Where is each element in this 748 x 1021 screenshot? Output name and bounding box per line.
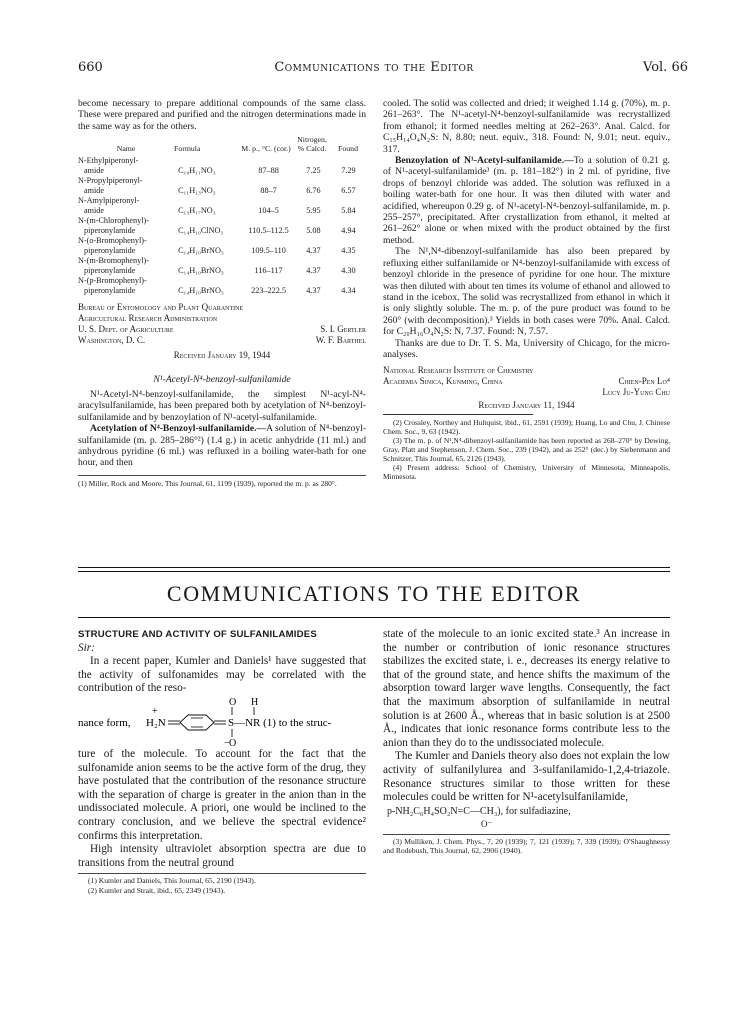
found-cell: 4.94 [341, 226, 356, 236]
formula-cell: C₁₀H₁₁NO₃ [178, 166, 216, 176]
section-rule-bottom [78, 617, 670, 618]
compound-name-part2: amide [84, 186, 105, 196]
struct-top-h: H [251, 696, 259, 708]
formula-cell: C₁₄H₁₀BrNO₃ [178, 266, 224, 276]
calcd-cell: 4.37 [306, 246, 321, 256]
footnote-miller: (1) Miller, Rock and Moore, This Journal, 61, 1199 (1939), reported the m. p. as 280°. [78, 475, 366, 488]
formula-cell: C₁₁H₁₃NO₃ [178, 186, 216, 196]
th-mp: M. p., °C. (cor.) [241, 144, 291, 154]
page-number: 660 [78, 60, 103, 75]
formula-cell: C₁₄H₁₀BrNO₃ [178, 286, 224, 296]
gertler-affiliation [78, 302, 366, 346]
volume-label: Vol. 66 [643, 60, 688, 75]
calcd-cell: 4.37 [306, 266, 321, 276]
affil-line-1: Bureau of Entomology and Plant Quarantine [78, 302, 244, 313]
sulf-r2 [383, 155, 670, 246]
affil-academia: Academia Sinica, Kunming, China [383, 376, 503, 387]
compound-name-part1: N-(m-Chlorophenyl)- [78, 216, 149, 226]
compound-name-part2: amide [84, 166, 105, 176]
main-footnotes-left [78, 873, 366, 895]
sulf-footnotes [383, 418, 670, 481]
found-cell: 7.29 [341, 166, 356, 176]
calcd-cell: 5.95 [306, 206, 321, 216]
affil-nri: National Research Institute of Chemistry [383, 365, 534, 376]
table-row [78, 276, 366, 286]
calcd-cell: 5.08 [306, 226, 321, 236]
table-row [78, 206, 366, 216]
author-chu: Lucy Ju-Yung Chu [602, 387, 670, 398]
compound-name-part2: piperonylamide [84, 246, 136, 256]
main-r1: state of the molecule to an ionic excited state.³ An increase in the number or contribution of ionic resonance structures stabilizes the excited state, i. e., decreases its energy relative to that of the ground state, and hence shifts the maximum of the absorption toward larger wave lengths. Consequently, the fact that the maximum absorption of sulfanilamide in neutral solution is at 2600 Å., whereas that in basic solution is at 2500 Å., indicates that ionic resonance forms contribute less to the anion than they do to the undissociated molecule. [383, 628, 670, 749]
sulf-p1: N¹-Acetyl-N⁴-benzoyl-sulfanilamide, the simplest N¹-acyl-N⁴-aracylsulfanilamide, has been prepared both by acetylation of N⁴-benzoyl-sulfanilamide and by benzoylation of N¹-acetyl-sulfanilamide. [78, 389, 366, 423]
table-row [78, 156, 366, 166]
footnote-kumler-strait: (2) Kumler and Strait, ibid., 65, 2349 (1943). [88, 885, 226, 895]
sulf-r3: The N¹,N⁴-dibenzoyl-sulfanilamide has also been prepared by refluxing either sulfanilamide or N⁴-benzoyl-sulfanilamide with excess of benzoyl chloride in the presence of pyridine for one hour. The mixture was then diluted with about ten times its volume of ethanol and allowed to stand in the icebox. The solid was recrystallized from ethanol in which it is only slightly soluble. The m. p. of the pure product was found to be 260° (with decomposition).³ Yields in both cases were 70%. Anal. Calcd. for C₂₀H₁₆O₄N₂S: N, 7.37. Found: N, 7.57. [383, 246, 670, 338]
mp-cell: 87–88 [258, 166, 279, 176]
table-row [78, 196, 366, 206]
nitrogen-table [78, 135, 366, 153]
table-row [78, 176, 366, 186]
affil-line-4 [78, 335, 366, 346]
compound-name-part2: piperonylamide [84, 286, 136, 296]
affil-city: Washington, D. C. [78, 335, 146, 346]
article-title: STRUCTURE AND ACTIVITY OF SULFANILAMIDES [78, 629, 317, 640]
sulf-p2-heading: Acetylation of N⁴-Benzoyl-sulfanilamide.— [90, 423, 267, 435]
struct-s-nr: S—NR (1) to the struc- [228, 716, 332, 729]
struct-h2n: H₂N [146, 716, 166, 729]
found-cell: 6.57 [341, 186, 356, 196]
resonance-structure-drawing [78, 696, 366, 748]
table-row [78, 166, 366, 176]
section-rule-thin [78, 571, 670, 572]
running-title: Communications to the Editor [274, 60, 474, 75]
struct-top-o: O [229, 696, 237, 708]
salutation: Sir: [78, 641, 95, 654]
acetyl-structure-line: p-NH₂C₆H₄SO₂N=C—CH₃), for sulfadiazine, [387, 805, 571, 817]
affil-dept: U. S. Dept. of Agriculture [78, 324, 174, 335]
calcd-cell: 6.76 [306, 186, 321, 196]
author-gertler: S. I. Gertler [320, 324, 366, 335]
resonance-structure [78, 696, 366, 748]
mp-cell: 223–222.5 [251, 286, 286, 296]
found-cell: 5.84 [341, 206, 356, 216]
found-cell: 4.35 [341, 246, 356, 256]
table-row [78, 236, 366, 246]
received-date-1: Received January 19, 1944 [173, 350, 271, 361]
table-row [78, 246, 366, 256]
affil-chu-line [383, 387, 670, 398]
formula-cell: C₁₃H₁₇NO₃ [178, 206, 216, 216]
footnote-kumler-daniels: (1) Kumler and Daniels, This Journal, 65, 2190 (1943). [88, 876, 256, 886]
sulf-r1: cooled. The solid was collected and dried; it weighed 1.14 g. (70%), m. p. 261–263°. The N¹-acetyl-N⁴-benzoyl-sulfanilamide was recrystallized from ethanol; it formed needles melting at 262–263°. Anal. Calcd. for C₁₅H₁₄O₄N₂S: N, 8.80; neut. equiv., 318. Found: N, 9.01; neut. equiv., 317. [383, 98, 670, 155]
sulf-p2 [78, 423, 366, 469]
calcd-cell: 4.37 [306, 286, 321, 296]
lo-chu-affiliation [383, 365, 670, 398]
sulf-r2-text: To a solution of 0.21 g. of N¹-acetyl-sulfanilamide³ (m. p. 181–182°) in 2 ml. of pyridine, five drops of benzoyl chloride was added. The solution was refluxed in a boiling water-bath for one hour. It was then diluted with water and acidified, whereupon 0.29 g. of N¹-acetyl-N⁴-benzoyl-sulfanilamide, m. p. 255–257°, precipitated. After crystallization from ethanol, it melted at 261–262° alone or when mixed with the product obtained by the first method. [383, 155, 670, 246]
th-name: Name [116, 144, 136, 154]
table-row [78, 186, 366, 196]
table-row [78, 256, 366, 266]
author-lo: Chien-Pen Lo⁴ [618, 376, 670, 387]
struct-minus: − [224, 737, 230, 748]
mp-cell: 109.5–110 [251, 246, 286, 256]
footnote-crossley: (2) Crossley, Northey and Hultquist, ibid., 61, 2591 (1939); Huang, Lo and Chu, J. Chinese Chem. Soc., 9, 63 (1942). [383, 417, 670, 436]
sulf-article-title: N¹-Acetyl-N⁴-benzoyl-sulfanilamide [153, 373, 291, 385]
sulf-r2-heading: Benzoylation of N¹-Acetyl-sulfanilamide.— [395, 155, 574, 167]
prev-article-intro: become necessary to prepare additional compounds of the same class. These were prepared and purified and the nitrogen determinations made in the same way as for the others. [78, 98, 366, 132]
table-row [78, 226, 366, 236]
received-date-2: Received January 11, 1944 [478, 400, 575, 411]
table-header-row [78, 135, 366, 153]
mp-cell: 110.5–112.5 [248, 226, 289, 236]
struct-plus: + [152, 705, 158, 717]
main-l3: High intensity ultraviolet absorption spectra are due to transitions from the neutral ground [78, 843, 366, 869]
lower-left-column [78, 628, 366, 895]
footnote-mulliken: (3) Mulliken, J. Chem. Phys., 7, 20 (1939); 7, 121 (1939); 7, 339 (1939); O'Shaughnessy and Rodebush, This Journal, 62, 2906 (1940). [383, 836, 670, 856]
sulf-p2-text: A solution of N⁴-benzoyl-sulfanilamide (m. p. 285–286°²) (1.4 g.) in acetic anhydride (11 ml.) and anhydrous pyridine (6 ml.) was refluxed in a boiling water-bath for one hour, and then [78, 423, 366, 469]
found-cell: 4.30 [341, 266, 356, 276]
table-row [78, 286, 366, 296]
acetyl-structure-oxygen: O⁻ [481, 818, 493, 829]
found-cell: 4.34 [341, 286, 356, 296]
main-footnotes-right [383, 834, 670, 856]
affil-academia-line [383, 376, 670, 387]
compound-name-part1: N-(p-Bromophenyl)- [78, 276, 147, 286]
lower-right-column [383, 628, 670, 856]
table-row [78, 266, 366, 276]
author-barthel: W. F. Barthel [315, 335, 366, 346]
calcd-cell: 7.25 [306, 166, 321, 176]
struct-left-text: nance form, [78, 716, 131, 729]
section-rule-thick [78, 567, 670, 568]
th-found: Found [338, 144, 358, 154]
acetyl-structure [383, 805, 670, 831]
th-formula: Formula [174, 144, 201, 154]
formula-cell: C₁₄H₁₀BrNO₃ [178, 246, 224, 256]
main-l2: ture of the molecule. To account for the fact that the sulfonamide anion seems to be the active form of the drug, they have postulated that the contribution of the resonance structure with the separation of charge is greater in the anion than in the undissociated molecule. A priori, one would be inclined to the contrary conclusion, and we believe the spectral evidence² confirms this interpretation. [78, 747, 366, 842]
nitrogen-table-body [78, 156, 366, 296]
main-l1: In a recent paper, Kumler and Daniels¹ have suggested that the activity of sulfonamides may be correlated with the contribution of the reso- [78, 655, 366, 695]
formula-cell: C₁₄H₁₀ClNO₃ [178, 226, 224, 236]
mp-cell: 88–7 [260, 186, 277, 196]
sulf-r4: Thanks are due to Dr. T. S. Ma, University of Chicago, for the micro-analyses. [383, 337, 670, 360]
footnote-divider [383, 414, 533, 415]
compound-name-part2: piperonylamide [84, 266, 136, 276]
affil-line-2: Agricultural Research Administration [78, 313, 218, 324]
compound-name-part2: piperonylamide [84, 226, 136, 236]
main-r2: The Kumler and Daniels theory also does not explain the low activity of sulfanilylurea and 3-sulfanilamido-1,2,4-triazole. Resonance structures similar to those written for these molecules could be written for N¹-acetylsulfanilamide, [383, 750, 670, 804]
table-row [78, 216, 366, 226]
compound-name-part1: N-Ethylpiperonyl- [78, 156, 139, 166]
benzene-ring [180, 715, 214, 730]
struct-bottom-o: O [229, 737, 237, 748]
affil-line-3 [78, 324, 366, 335]
upper-right-column [383, 98, 670, 481]
upper-left-column [78, 98, 366, 488]
footnote-dibenzoyl-mp: (3) The m. p. of N¹,N⁴-dibenzoyl-sulfanilamide has been reported as 268–270° by Dewing, Gray, Platt and Stephenson, J. Chem. Soc., 239 (1942), and as 252° (dec.) by Siebenmann and Schnitzer, This Journal, 65, 2126 (1943). [383, 435, 670, 463]
mp-cell: 116–117 [254, 266, 283, 276]
compound-name-part1: N-Propylpiperonyl- [78, 176, 143, 186]
compound-name-part1: N-(o-Bromophenyl)- [78, 236, 147, 246]
compound-name-part1: N-(m-Bromophenyl)- [78, 256, 149, 266]
th-calcd: Nitrogen, % Calcd. [297, 135, 327, 154]
section-title: COMMUNICATIONS TO THE EDITOR [166, 581, 582, 606]
footnote-present-address: (4) Present address: School of Chemistry, University of Minnesota, Minneapolis, Minnesota. [383, 462, 670, 481]
compound-name-part2: amide [84, 206, 105, 216]
compound-name-part1: N-Amylpiperonyl- [78, 196, 140, 206]
mp-cell: 104–5 [258, 206, 279, 216]
